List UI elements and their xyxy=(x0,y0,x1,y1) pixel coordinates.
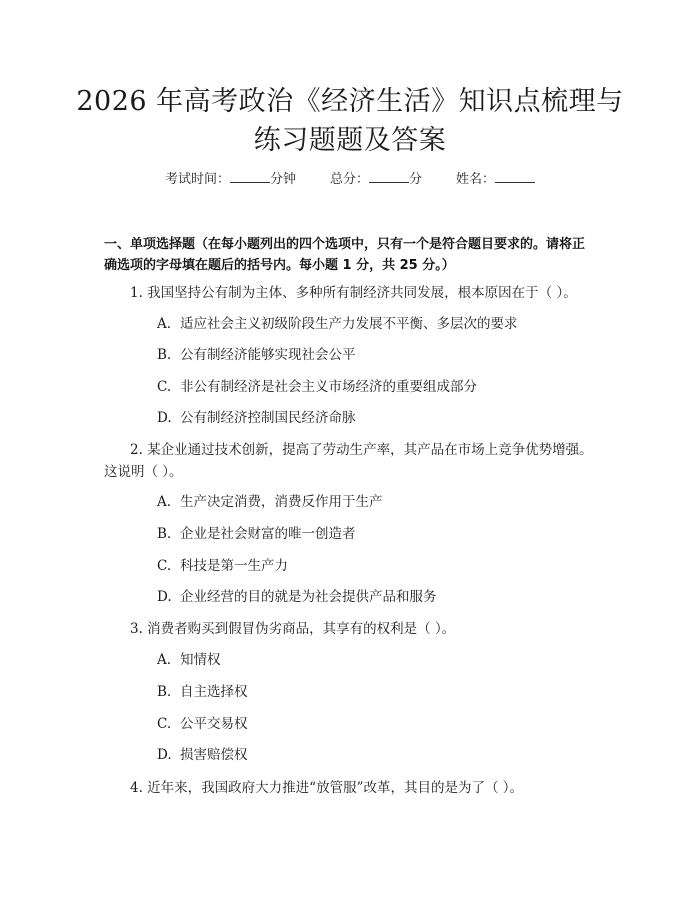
question-3-option-b xyxy=(157,682,248,702)
option-letter: A. xyxy=(157,652,172,668)
option-text: 企业经营的目的就是为社会提供产品和服务 xyxy=(180,589,437,605)
question-2-option-a xyxy=(157,492,383,512)
option-letter: D. xyxy=(157,589,172,605)
option-letter: A. xyxy=(157,494,172,510)
option-letter: B. xyxy=(157,347,172,363)
time-blank xyxy=(230,170,270,183)
option-text: 公有制经济控制国民经济命脉 xyxy=(180,410,356,426)
question-1-option-b xyxy=(157,345,356,365)
question-1-option-a xyxy=(157,314,518,334)
option-text: 科技是第一生产力 xyxy=(180,558,288,574)
section-heading-single-choice: 一、单项选择题（在每小题列出的四个选项中，只有一个是符合题目要求的。请将正确选项的字母填在题后的括号内。每小题 1 分，共 25 分。） xyxy=(104,237,586,273)
option-text: 损害赔偿权 xyxy=(180,747,248,763)
option-text: 企业是社会财富的唯一创造者 xyxy=(180,526,356,542)
option-letter: A. xyxy=(157,316,172,332)
time-unit: 分钟 xyxy=(269,172,296,187)
option-text: 生产决定消费，消费反作用于生产 xyxy=(180,494,383,510)
time-label: 考试时间： xyxy=(164,172,230,187)
name-label: 姓名： xyxy=(456,172,496,187)
question-1-option-c xyxy=(157,377,477,397)
question-1-stem: 1. 我国坚持公有制为主体、多种所有制经济共同发展，根本原因在于（ ）。 xyxy=(130,285,577,301)
option-text: 适应社会主义初级阶段生产力发展不平衡、多层次的要求 xyxy=(180,316,518,332)
option-letter: C. xyxy=(157,379,172,395)
option-text: 非公有制经济是社会主义市场经济的重要组成部分 xyxy=(180,379,477,395)
option-text: 公有制经济能够实现社会公平 xyxy=(180,347,356,363)
page-title-line-2: 练习题题及答案 xyxy=(253,125,447,156)
option-letter: C. xyxy=(157,558,172,574)
question-3-option-c xyxy=(157,714,248,734)
score-blank xyxy=(369,170,409,183)
option-letter: C. xyxy=(157,716,172,732)
question-2-option-d xyxy=(157,587,437,607)
score-label: 总分： xyxy=(329,172,369,187)
option-text: 公平交易权 xyxy=(180,716,248,732)
question-3-option-d xyxy=(157,745,248,765)
exam-info-line xyxy=(0,170,700,189)
question-2-option-b xyxy=(157,524,356,544)
question-3-option-a xyxy=(157,650,221,670)
option-text: 自主选择权 xyxy=(180,684,248,700)
name-blank xyxy=(495,170,535,183)
question-2-option-c xyxy=(157,556,288,576)
question-2-stem: 2. 某企业通过技术创新，提高了劳动生产率，其产品在市场上竞争优势增强。这说明（ ）。 xyxy=(104,442,593,480)
page-title-line-1: 2026 年高考政治《经济生活》知识点梳理与 xyxy=(76,86,624,117)
option-letter: B. xyxy=(157,684,172,700)
option-letter: D. xyxy=(157,410,172,426)
option-text: 知情权 xyxy=(180,652,221,668)
question-4-stem: 4. 近年来，我国政府大力推进“放管服”改革，其目的是为了（ ）。 xyxy=(130,780,524,796)
score-unit: 分 xyxy=(409,172,423,187)
option-letter: B. xyxy=(157,526,172,542)
question-3-stem: 3. 消费者购买到假冒伪劣商品，其享有的权利是（ ）。 xyxy=(130,621,456,637)
question-1-option-d xyxy=(157,408,356,428)
option-letter: D. xyxy=(157,747,172,763)
